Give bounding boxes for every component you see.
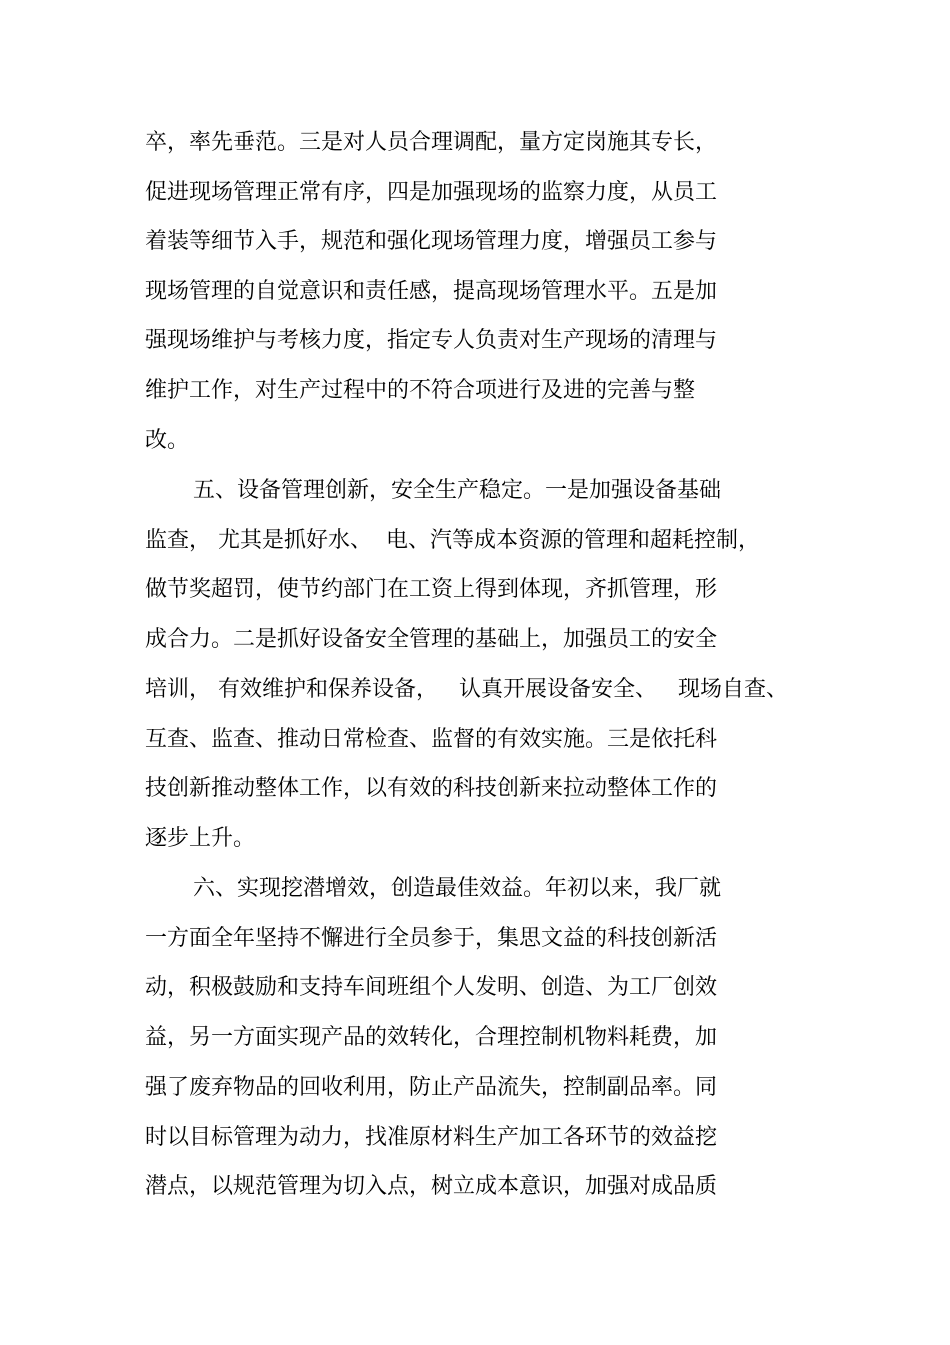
text-line-12: 培训， 有效维护和保养设备， 认真开展设备安全、 现场自查、 <box>145 677 788 702</box>
text-line-6: 维护工作，对生产过程中的不符合项进行及进的完善与整 <box>145 378 696 403</box>
text-line-20: 强了废弃物品的回收利用，防止产品流失，控制副品率。同 <box>145 1075 718 1100</box>
text-line-17: 一方面全年坚持不懈进行全员参于，集思文益的科技创新活 <box>145 926 718 951</box>
text-line-21: 时以目标管理为动力，找准原材料生产加工各环节的效益挖 <box>145 1125 718 1150</box>
text-line-7: 改。 <box>145 428 190 453</box>
text-line-13: 互查、监查、推动日常检查、监督的有效实施。三是依托科 <box>145 727 718 752</box>
text-line-15: 逐步上升。 <box>145 826 256 851</box>
text-line-22: 潜点，以规范管理为切入点，树立成本意识，加强对成品质 <box>145 1174 718 1199</box>
text-line-3: 着装等细节入手，规范和强化现场管理力度，增强员工参与 <box>145 229 718 254</box>
text-line-11: 成合力。二是抓好设备安全管理的基础上，加强员工的安全 <box>145 627 718 652</box>
text-line-1: 卒，率先垂范。三是对人员合理调配，量方定岗施其专长， <box>145 130 718 155</box>
text-line-10: 做节奖超罚，使节约部门在工资上得到体现，齐抓管理，形 <box>145 577 718 602</box>
text-line-18: 动，积极鼓励和支持车间班组个人发明、创造、为工厂创效 <box>145 975 718 1000</box>
text-line-9: 监查， 尤其是抓好水、 电、汽等成本资源的管理和超耗控制， <box>145 528 760 553</box>
text-line-16: 六、实现挖潜增效，创造最佳效益。年初以来，我厂就 <box>193 876 722 901</box>
text-line-2: 促进现场管理正常有序，四是加强现场的监察力度，从员工 <box>145 180 718 205</box>
text-line-5: 强现场维护与考核力度，指定专人负责对生产现场的清理与 <box>145 328 718 353</box>
text-line-14: 技创新推动整体工作，以有效的科技创新来拉动整体工作的 <box>145 776 718 801</box>
text-line-8: 五、设备管理创新，安全生产稳定。一是加强设备基础 <box>193 478 722 503</box>
text-line-4: 现场管理的自觉意识和责任感，提高现场管理水平。五是加 <box>145 279 718 304</box>
text-line-19: 益，另一方面实现产品的效转化，合理控制机物料耗费，加 <box>145 1025 718 1050</box>
